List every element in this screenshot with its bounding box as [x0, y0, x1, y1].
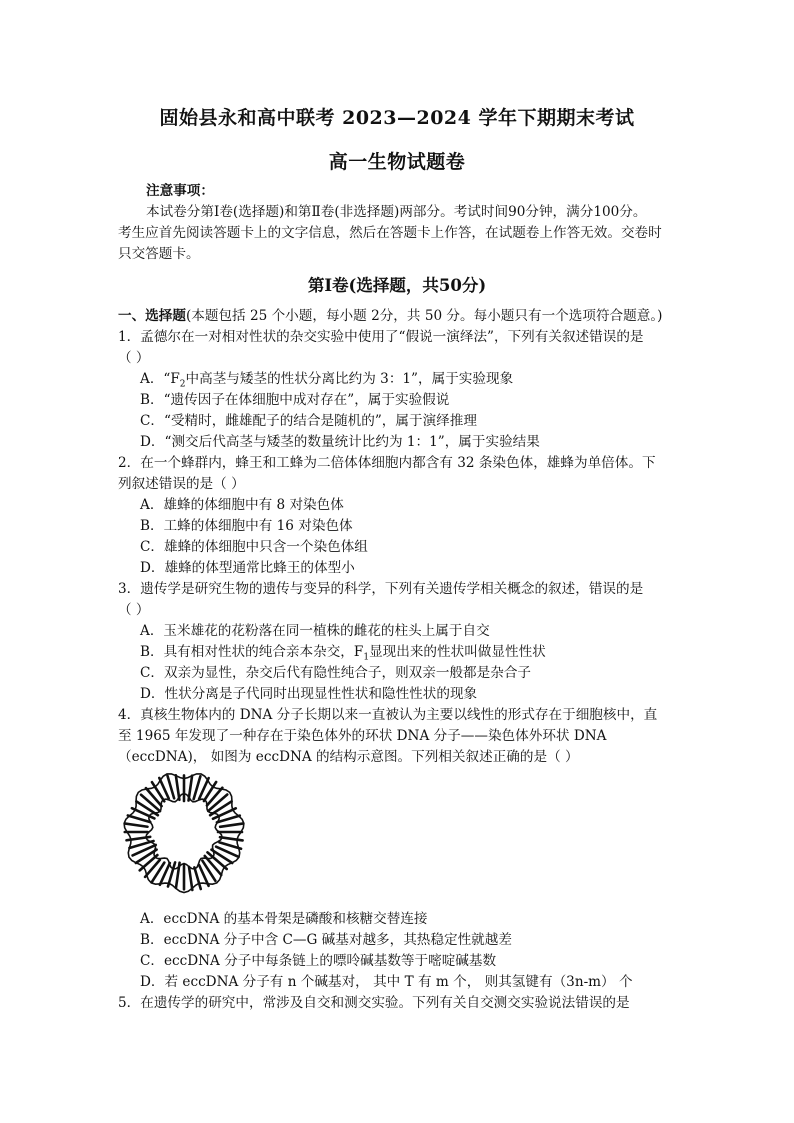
q3-option-b-post: 显现出来的性状叫做显性性状	[369, 644, 546, 660]
section-intro-text: (本题包括 25 个小题，每小题 2分，共 50 分。每小题只有一个选项符合题意。)	[185, 308, 663, 324]
q2-option-a: A．雄蜂的体细胞中有 8 对染色体	[140, 497, 344, 513]
q4-stem-3: （eccDNA)， 如图为 eccDNA 的结构示意图。下列相关叙述正确的是（ ）	[118, 749, 579, 765]
q2-option-b: B．工蜂的体细胞中有 16 对染色体	[140, 518, 353, 534]
notice-line-2: 考生应首先阅读答题卡上的文字信息，然后在答题卡上作答，在试题卷上作答无效。交卷时	[118, 225, 662, 241]
dna-base-pair	[146, 788, 162, 806]
exam-title: 固始县永和高中联考 2023—2024 学年下期期末考试	[159, 107, 635, 129]
notice-line-1: 本试卷分第Ⅰ卷(选择题)和第Ⅱ卷(非选择题)两部分。考试时间90分钟，满分100分。	[146, 204, 647, 220]
dna-base-pair	[209, 795, 228, 811]
q3-option-b-pre: B．具有相对性状的纯合亲本杂交，F	[140, 644, 364, 660]
q4-option-b: B．eccDNA 分子中含 C—G 碱基对越多，其热稳定性就越差	[140, 932, 512, 948]
notice-line-3: 只交答题卡。	[118, 246, 200, 262]
q3-stem-1: 3．遗传学是研究生物的遗传与变异的科学，下列有关遗传学相关概念的叙述，错误的是	[118, 581, 644, 597]
q3-option-b-sub: 1	[363, 652, 370, 663]
q4-option-c: C．eccDNA 分子中每条链上的嘌呤碱基数等于嘧啶碱基数	[140, 953, 497, 969]
section-intro-label: 一、选择题	[118, 308, 186, 324]
q2-option-c: C．雄蜂的体细胞中只含一个染色体组	[140, 539, 368, 555]
q1-option-a-post: 中高茎与矮茎的性状分离比约为 3：1”，属于实验现象	[185, 371, 514, 387]
dna-base-pair	[189, 867, 192, 890]
q3-option-a: A．玉米雄花的花粉落在同一植株的雌花的柱头上属于自交	[140, 623, 490, 639]
notice-heading: 注意事项：	[146, 183, 214, 199]
q1-option-b: B．“遗传因子在体细胞中成对存在”，属于实验假说	[140, 392, 450, 408]
section-intro	[118, 307, 662, 325]
eccdna-ring	[124, 774, 244, 893]
q3-option-c: C．双亲为显性，杂交后代有隐性纯合子，则双亲一般都是杂合子	[140, 665, 532, 681]
dna-base-pair	[176, 775, 180, 800]
q2-option-d: D．雄蜂的体型通常比蜂王的体型小	[140, 560, 355, 576]
q3-option-d: D．性状分离是子代同时出现显性性状和隐性性状的现象	[140, 686, 478, 702]
eccdna-diagram	[120, 768, 248, 896]
q5-stem-1: 5．在遗传学的研究中，常涉及自交和测交实验。下列有关自交测交实验说法错误的是	[118, 995, 630, 1011]
dna-base-pair	[220, 837, 243, 840]
q1-stem-1: 1．孟德尔在一对相对性状的杂交实验中使用了“假说一演绎法”，下列有关叙述错误的是	[118, 329, 644, 345]
dna-base-pair	[125, 824, 147, 827]
q3-option-b	[140, 643, 546, 661]
q2-stem-1: 2．在一个蜂群内，蜂王和工蜂为二倍体体细胞内都含有 32 条染色体，雄蜂为单倍体。下	[118, 455, 656, 471]
q3-stem-2: （ ）	[118, 602, 150, 618]
exam-subtitle: 高一生物试题卷	[328, 151, 466, 173]
dna-base-pair	[220, 824, 243, 827]
q1-option-a	[140, 370, 513, 388]
q1-option-c: C．“受精时，雌雄配子的结合是随机的”，属于演绎推理	[140, 413, 477, 429]
section-title: 第Ⅰ卷(选择题，共50分)	[307, 276, 487, 295]
q1-option-a-pre: A．“F	[140, 371, 180, 387]
q1-stem-2: （ ）	[118, 350, 150, 366]
q1-option-d: D．“测交后代高茎与矮茎的数量统计比约为 1：1”，属于实验结果	[140, 434, 540, 450]
dna-inner-strand	[146, 794, 222, 869]
q2-stem-2: 列叙述错误的是（ ）	[118, 476, 245, 492]
q1-option-a-sub: 2	[179, 379, 186, 390]
q4-option-d: D．若 eccDNA 分子有 n 个碱基对， 其中 T 有 m 个， 则其氢键有（3n-m） 个	[140, 974, 633, 990]
dna-base-pair	[128, 816, 150, 823]
q4-stem-2: 至 1965 年发现了一种存在于染色体外的环状 DNA 分子——染色体外环状 DNA	[118, 728, 607, 744]
q4-option-a: A．eccDNA 的基本骨架是磷酸和核糖交替连接	[140, 911, 428, 927]
q4-stem-1: 4．真核生物体内的 DNA 分子长期以来一直被认为主要以线性的形式存在于细胞核中，直	[118, 707, 658, 723]
